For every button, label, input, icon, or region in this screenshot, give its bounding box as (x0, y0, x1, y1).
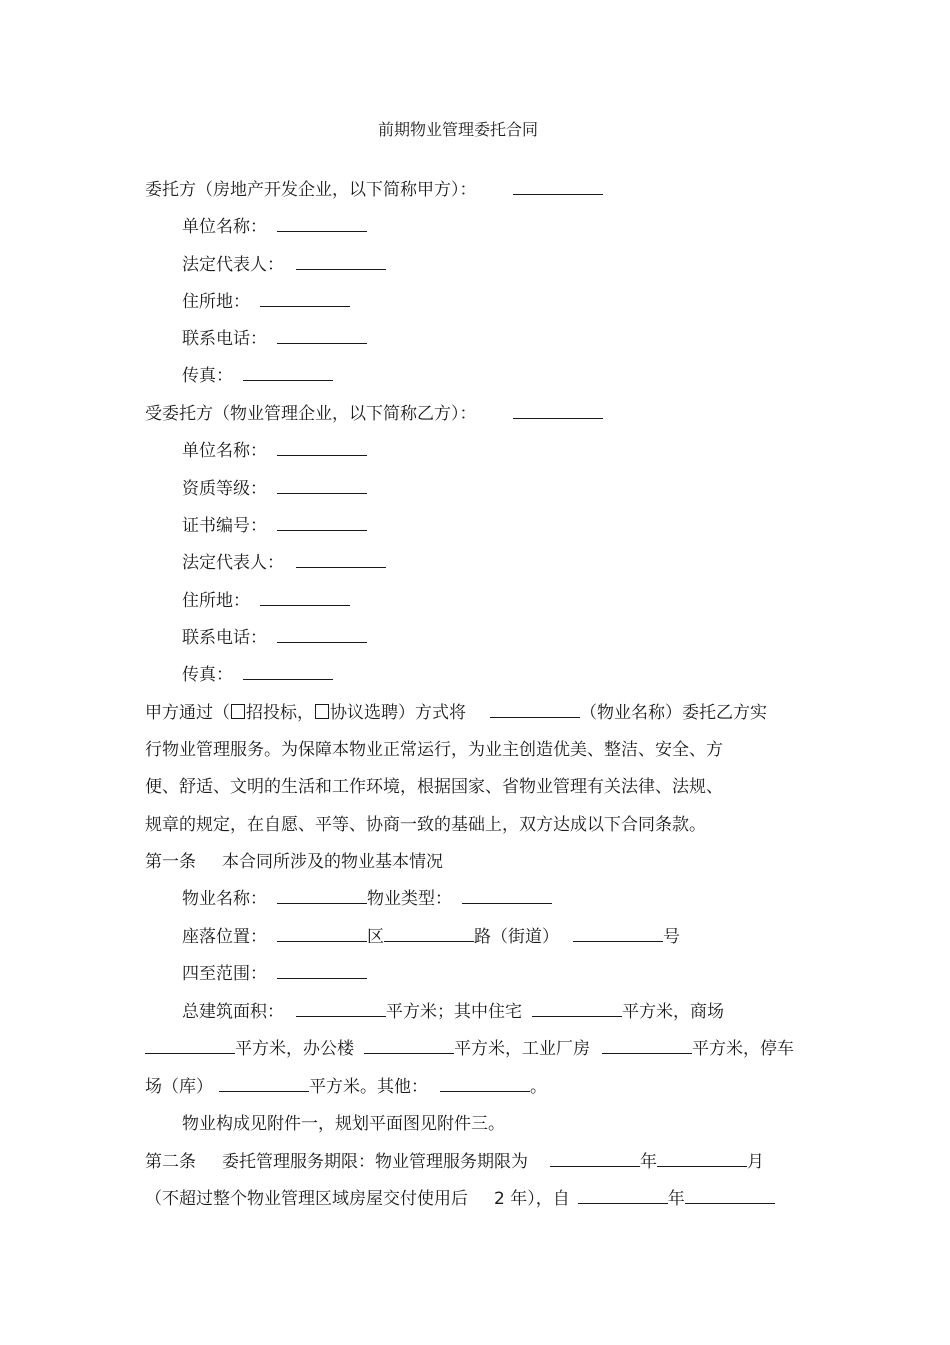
property-name-blank[interactable] (490, 703, 580, 718)
preamble-line-2: 行物业管理服务。为保障本物业正常运行，为业主创造优美、整洁、安全、方 (145, 740, 723, 760)
party-b-phone (182, 627, 367, 649)
factory-area-field[interactable] (602, 1039, 692, 1054)
party-a-unit-name-blank[interactable] (277, 217, 367, 232)
party-b-qualification (182, 478, 367, 500)
property-name-field[interactable] (277, 889, 367, 904)
preamble-text-d: （物业名称）委托乙方实 (580, 703, 767, 723)
party-a-legal-rep (182, 254, 386, 276)
party-a-phone-label: 联系电话： (182, 329, 267, 349)
location-row (182, 926, 680, 948)
party-b-legal-rep-label: 法定代表人： (182, 553, 284, 573)
party-b-fax-label: 传真： (182, 665, 233, 685)
boundary-label: 四至范围： (182, 964, 267, 984)
area-row-1 (182, 1001, 724, 1023)
party-b-phone-label: 联系电话： (182, 628, 267, 648)
article-2-text: 委托管理服务期限：物业管理服务期限为 (222, 1152, 528, 1172)
property-name-row (182, 888, 552, 910)
district-field[interactable] (277, 927, 367, 942)
property-name-label: 物业名称： (182, 889, 267, 909)
number-field[interactable] (573, 927, 663, 942)
party-a-fax (182, 365, 333, 387)
article-2-years-text: 2 年），自 (494, 1189, 570, 1209)
party-b-legal-rep-blank[interactable] (296, 553, 386, 568)
party-b-phone-blank[interactable] (277, 628, 367, 643)
party-b-qualification-label: 资质等级： (182, 479, 267, 499)
term-months-field[interactable] (657, 1152, 747, 1167)
month-label: 月 (747, 1152, 764, 1172)
party-b-unit-name-blank[interactable] (277, 441, 367, 456)
preamble-text-a: 甲方通过（ (145, 703, 230, 723)
preamble-line-4: 规章的规定，在自愿、平等、协商一致的基础上，双方达成以下合同条款。 (145, 815, 706, 835)
area-row-3 (145, 1076, 547, 1098)
road-label: 路（街道） (474, 927, 559, 947)
article-1-heading (145, 851, 443, 873)
district-label: 区 (367, 927, 384, 947)
residential-label: 平方米；其中住宅 (386, 1002, 522, 1022)
party-a-fax-blank[interactable] (243, 366, 333, 381)
total-area-field[interactable] (296, 1002, 386, 1017)
agreement-checkbox[interactable] (315, 704, 329, 719)
office-area-field[interactable] (364, 1039, 454, 1054)
party-b-unit-name-label: 单位名称： (182, 441, 267, 461)
property-type-field[interactable] (462, 889, 552, 904)
location-label: 座落位置： (182, 927, 267, 947)
parking-label: 平方米，停车 (692, 1039, 794, 1059)
party-a-phone (182, 328, 367, 350)
party-b-fax-blank[interactable] (243, 665, 333, 680)
page-title: 前期物业管理委托合同 (378, 120, 539, 139)
year-label: 年 (640, 1152, 657, 1172)
period-mark: 。 (530, 1077, 547, 1097)
party-a-address (182, 291, 350, 313)
property-type-label: 物业类型： (367, 889, 452, 909)
area-row-2 (145, 1038, 794, 1060)
start-month-field[interactable] (685, 1189, 775, 1204)
preamble-text-c: 协议选聘）方式将 (330, 703, 466, 723)
preamble-line-1 (145, 702, 767, 724)
mall-area-field[interactable] (145, 1039, 235, 1054)
office-label: 平方米，办公楼 (235, 1039, 354, 1059)
article-1-title: 本合同所涉及的物业基本情况 (222, 852, 443, 872)
party-a-legal-rep-label: 法定代表人： (182, 255, 284, 275)
start-year-field[interactable] (578, 1189, 668, 1204)
total-area-label: 总建筑面积： (182, 1002, 284, 1022)
number-label: 号 (663, 927, 680, 947)
party-a-blank[interactable] (513, 180, 603, 195)
party-b-qualification-blank[interactable] (277, 479, 367, 494)
party-a-unit-name-label: 单位名称： (182, 217, 267, 237)
preamble-text-b: 招投标， (246, 703, 314, 723)
boundary-field[interactable] (277, 964, 367, 979)
party-b-legal-rep (182, 552, 386, 574)
party-b-unit-name (182, 440, 367, 462)
term-years-field[interactable] (550, 1152, 640, 1167)
article-2-number: 第二条 (145, 1152, 196, 1172)
article-1-number: 第一条 (145, 852, 196, 872)
mall-label: 平方米，商场 (622, 1002, 724, 1022)
party-b-address (182, 590, 350, 612)
party-b-cert-no-label: 证书编号： (182, 516, 267, 536)
other-field[interactable] (440, 1077, 530, 1092)
tender-checkbox[interactable] (231, 704, 245, 719)
party-a-fax-label: 传真： (182, 366, 233, 386)
article-2-limit-text: （不超过整个物业管理区域房屋交付使用后 (145, 1189, 468, 1209)
parking-area-field[interactable] (219, 1077, 309, 1092)
boundary-row (182, 963, 367, 985)
attachments-note: 物业构成见附件一，规划平面图见附件三。 (182, 1114, 505, 1134)
party-b-heading (145, 403, 603, 425)
other-label: 平方米。其他： (309, 1077, 428, 1097)
factory-label: 平方米，工业厂房 (454, 1039, 590, 1059)
party-b-address-blank[interactable] (260, 591, 350, 606)
residential-area-field[interactable] (532, 1002, 622, 1017)
party-a-legal-rep-blank[interactable] (296, 255, 386, 270)
party-b-cert-no (182, 515, 367, 537)
party-b-cert-no-blank[interactable] (277, 516, 367, 531)
party-b-heading-text: 受委托方（物业管理企业，以下简称乙方）： (145, 404, 477, 424)
party-a-address-blank[interactable] (260, 292, 350, 307)
party-a-unit-name (182, 216, 367, 238)
party-a-phone-blank[interactable] (277, 329, 367, 344)
road-field[interactable] (384, 927, 474, 942)
article-2-line-1 (145, 1151, 764, 1173)
article-2-line-2 (145, 1188, 775, 1210)
parking-lot-label: 场（库） (145, 1077, 213, 1097)
start-year-label: 年 (667, 1189, 685, 1209)
party-a-heading (145, 179, 603, 201)
preamble-line-3: 便、舒适、文明的生活和工作环境，根据国家、省物业管理有关法律、法规、 (145, 777, 723, 797)
party-b-address-label: 住所地： (182, 591, 250, 611)
party-b-blank[interactable] (513, 404, 603, 419)
party-a-heading-text: 委托方（房地产开发企业，以下简称甲方）： (145, 180, 477, 200)
party-a-address-label: 住所地： (182, 292, 250, 312)
party-b-fax (182, 664, 333, 686)
